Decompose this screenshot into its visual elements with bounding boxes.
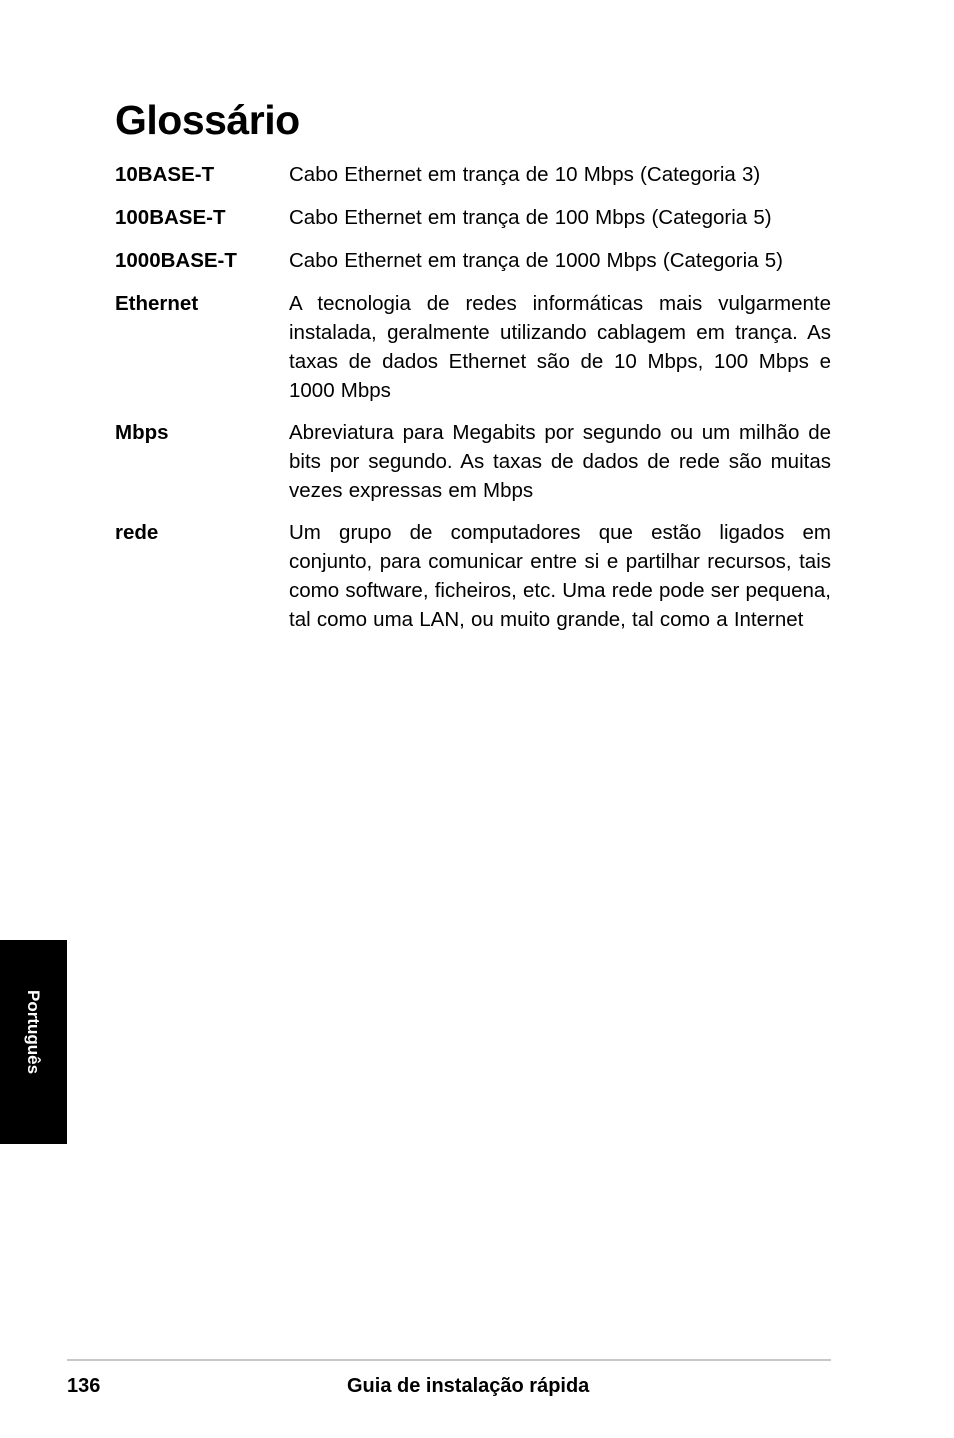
glossary-term: 1000BASE-T	[115, 249, 237, 272]
footer-title: Guia de instalação rápida	[347, 1375, 590, 1397]
glossary-entry	[115, 518, 831, 634]
glossary-definition: Cabo Ethernet em trança de 1000 Mbps (Categoria 5)	[289, 249, 783, 272]
glossary-entry	[115, 246, 831, 275]
glossary-definition: A tecnologia de redes informáticas mais vulgarmente instalada, geralmente utilizando cablagem em trança. As taxas de dados Ethernet são de 10 Mbps, 100 Mbps e 1000 Mbps	[289, 292, 831, 402]
glossary-entry	[115, 289, 831, 405]
glossary-entry	[115, 203, 831, 232]
glossary-term: Ethernet	[115, 292, 199, 315]
glossary-list	[115, 160, 831, 634]
glossary-entry	[115, 418, 831, 505]
glossary-definition: Cabo Ethernet em trança de 10 Mbps (Categoria 3)	[289, 163, 761, 186]
footer-divider	[67, 1359, 831, 1361]
glossary-definition: Um grupo de computadores que estão ligados em conjunto, para comunicar entre si e partilhar recursos, tais como software, ficheiros, etc. Uma rede pode ser pequena, tal como uma LAN, ou muito grande, tal como a Internet	[289, 521, 831, 631]
glossary-term: Mbps	[115, 421, 169, 444]
page-title: Glossário	[115, 97, 300, 143]
glossary-term: 100BASE-T	[115, 206, 226, 229]
language-tab-label: Português	[24, 990, 43, 1075]
page-number: 136	[67, 1375, 101, 1397]
glossary-definition: Cabo Ethernet em trança de 100 Mbps (Categoria 5)	[289, 206, 772, 229]
glossary-term: rede	[115, 521, 159, 544]
glossary-term: 10BASE-T	[115, 163, 215, 186]
glossary-entry	[115, 160, 831, 189]
glossary-definition: Abreviatura para Megabits por segundo ou um milhão de bits por segundo. As taxas de dados de rede são muitas vezes expressas em Mbps	[289, 421, 831, 502]
